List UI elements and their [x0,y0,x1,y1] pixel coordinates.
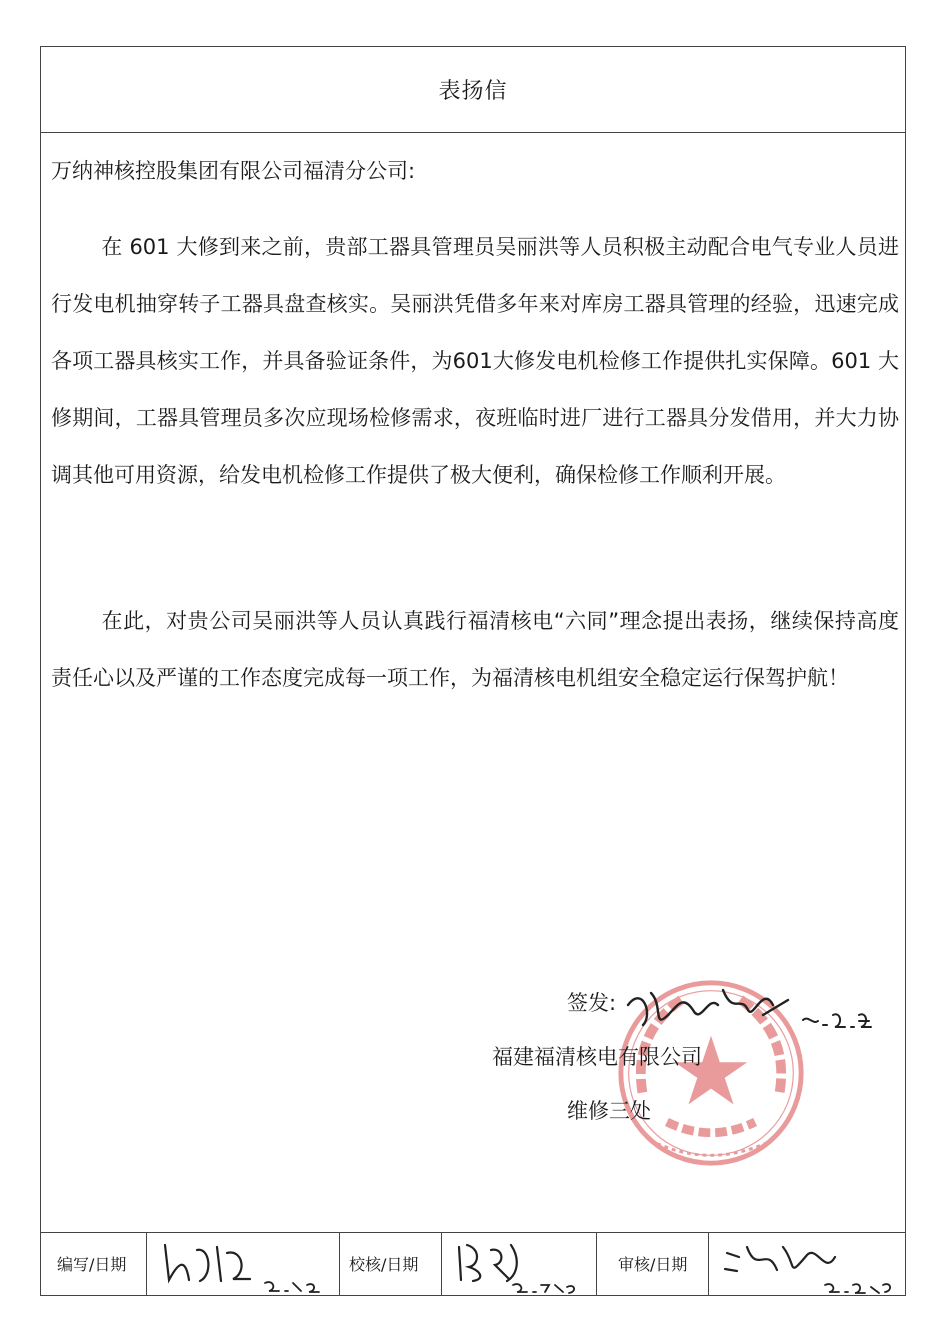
approver-handwritten-signature [717,1235,902,1295]
paragraph-2-text: 在此，对贵公司吴丽洪等人员认真践行福清核电“六同”理念提出表扬，继续保持高度责任心以及严谨的工作态度完成每一项工作，为福清核电机组安全稳定运行保驾护航！ [51,609,899,690]
reviewer-handwritten-signature [451,1235,591,1295]
body-paragraph-1 [51,219,899,504]
body-paragraph-2 [51,593,899,707]
salutation: 万纳神核控股集团有限公司福清分公司: [51,159,416,183]
footer-divider [146,1233,147,1295]
author-handwritten-signature [155,1235,335,1295]
footer-label-reviewer: 校核/日期 [349,1255,419,1274]
footer-label-author: 编写/日期 [57,1255,127,1274]
signature-label: 签发: [567,991,617,1015]
approval-footer [41,1232,905,1295]
letter-title: 表扬信 [438,79,508,104]
letter-frame [40,46,906,1296]
footer-divider [596,1233,597,1295]
title-row [41,47,905,133]
paragraph-1-text: 在 601 大修到来之前，贵部工器具管理员吴丽洪等人员积极主动配合电气专业人员进行发电机抽穿转子工器具盘查核实。吴丽洪凭借多年来对库房工器具管理的经验，迅速完成各项工器具核实工作，并具备验证条件，为601大修发电机检修工作提供扎实保障。601 大修期间，工器具管理员多次应现场检修需求，夜班临时进厂进行工器具分发借用，并大力协调其他可用资源，给发电机检修工作提供了极大便利，确保检修工作顺利开展。 [51,235,899,487]
footer-divider [708,1233,709,1295]
footer-divider [339,1233,340,1295]
footer-divider [441,1233,442,1295]
company-name: 福建福清核电有限公司 [492,1045,702,1069]
department-name: 维修三处 [567,1099,651,1123]
handwritten-signature [623,975,883,1045]
footer-label-approver: 审核/日期 [618,1255,688,1274]
